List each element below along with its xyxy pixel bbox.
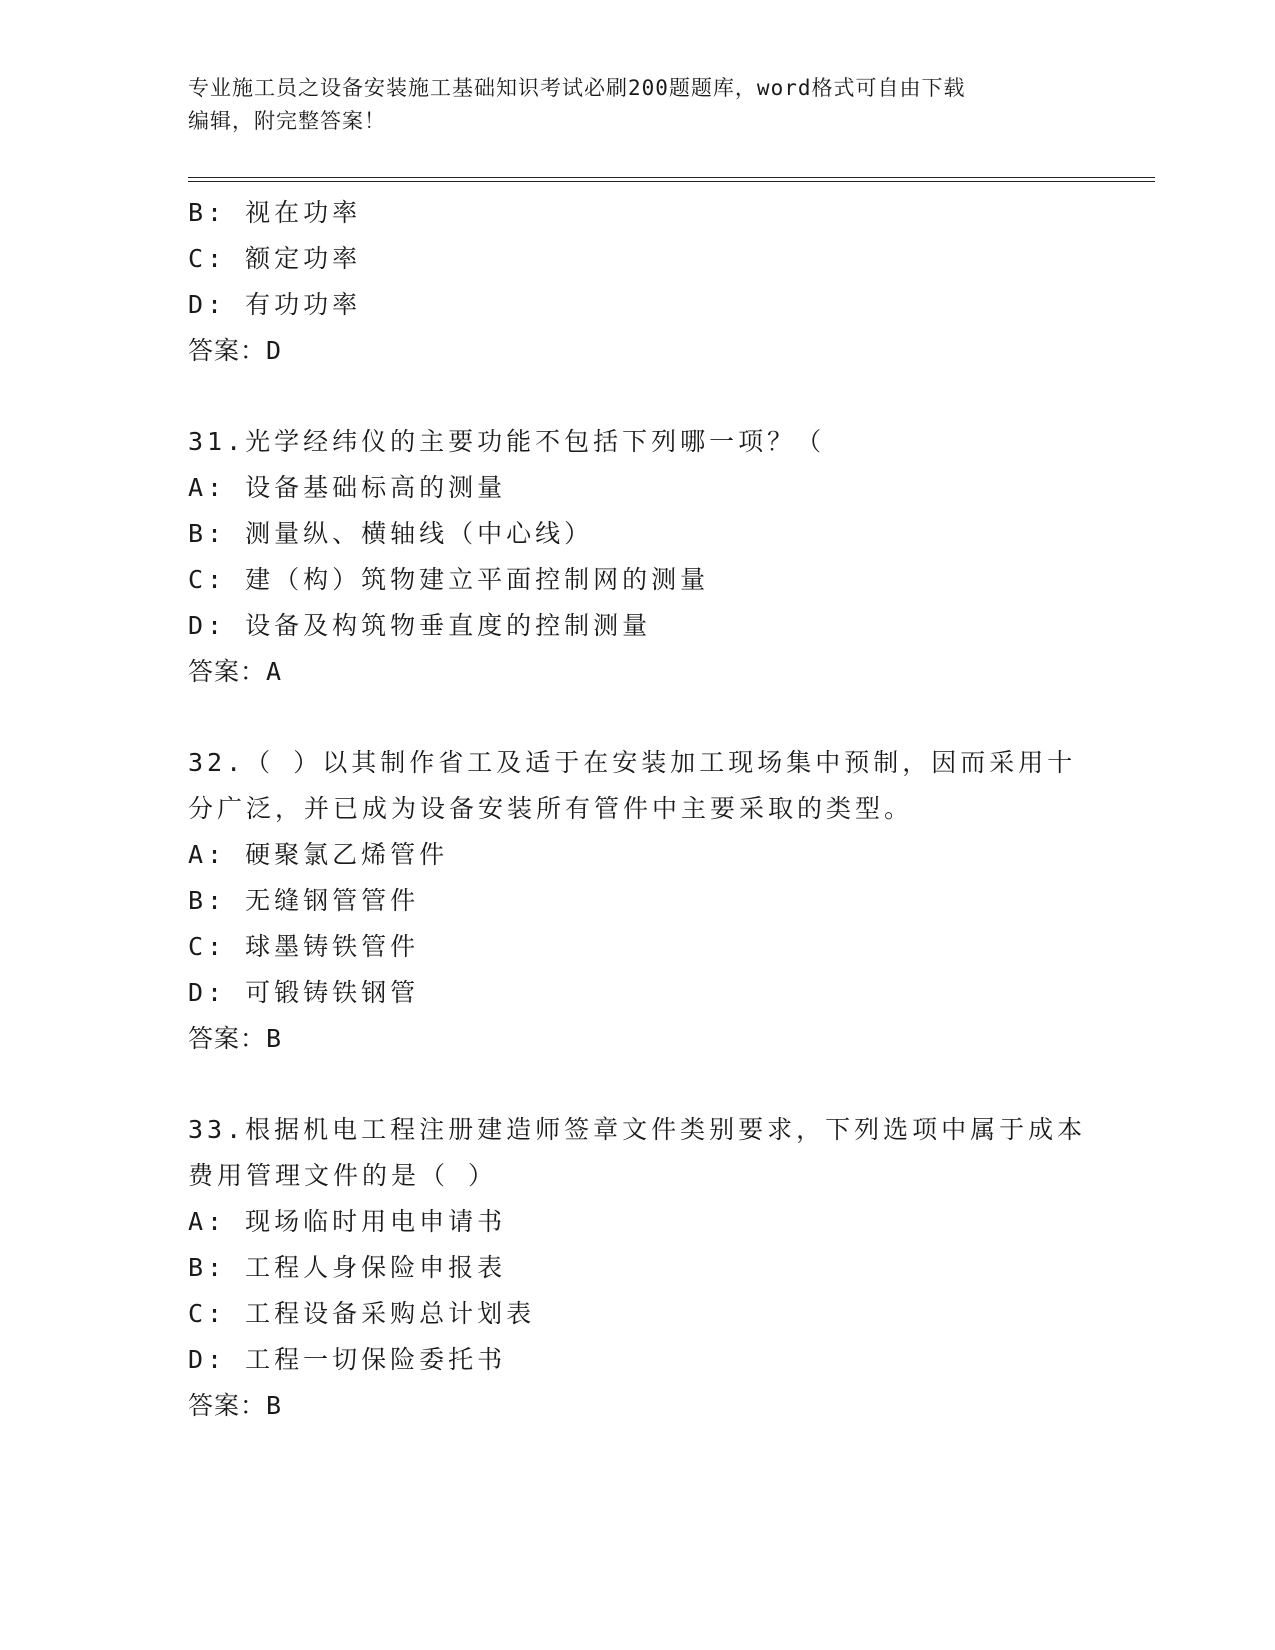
option-a: A: 现场临时用电申请书 [188,1207,507,1236]
option-a: A: 硬聚氯乙烯管件 [188,840,449,869]
answer-line: 答案：B [188,1391,283,1420]
question-stem-line-2: 费用管理文件的是（ ） [188,1161,498,1190]
header-divider [188,177,1155,182]
option-b: B: 视在功率 [188,198,362,227]
question-stem: 31.光学经纬仪的主要功能不包括下列哪一项？（ [188,427,826,456]
option-d: D: 设备及构筑物垂直度的控制测量 [188,611,652,640]
header-title-line-2: 编辑，附完整答案！ [188,109,386,133]
option-c: C: 工程设备采购总计划表 [188,1299,536,1328]
question-31 [188,419,1088,695]
option-b: B: 无缝钢管管件 [188,886,420,915]
question-stem-line-1: 33.根据机电工程注册建造师签章文件类别要求，下列选项中属于成本 [188,1115,1087,1144]
option-c: C: 球墨铸铁管件 [188,932,420,961]
option-c: C: 额定功率 [188,244,362,273]
document-body [188,190,1088,1429]
question-33 [188,1107,1088,1429]
option-d: D: 可锻铸铁钢管 [188,978,420,1007]
header-title-line-1: 专业施工员之设备安装施工基础知识考试必刷200题题库，word格式可自由下载 [188,76,966,100]
answer-line: 答案：A [188,657,283,686]
question-stem-line-1: 32.（ ）以其制作省工及适于在安装加工现场集中预制，因而采用十 [188,748,1077,777]
answer-line: 答案：B [188,1024,283,1053]
page-header [188,72,1088,138]
question-32 [188,740,1088,1062]
question-30-continued [188,190,1088,374]
option-b: B: 测量纵、横轴线（中心线） [188,519,594,548]
option-b: B: 工程人身保险申报表 [188,1253,507,1282]
option-a: A: 设备基础标高的测量 [188,473,507,502]
option-d: D: 有功功率 [188,290,362,319]
answer-line: 答案：D [188,336,283,365]
option-c: C: 建（构）筑物建立平面控制网的测量 [188,565,710,594]
question-stem-line-2: 分广泛，并已成为设备安装所有管件中主要采取的类型。 [188,794,914,823]
option-d: D: 工程一切保险委托书 [188,1345,507,1374]
